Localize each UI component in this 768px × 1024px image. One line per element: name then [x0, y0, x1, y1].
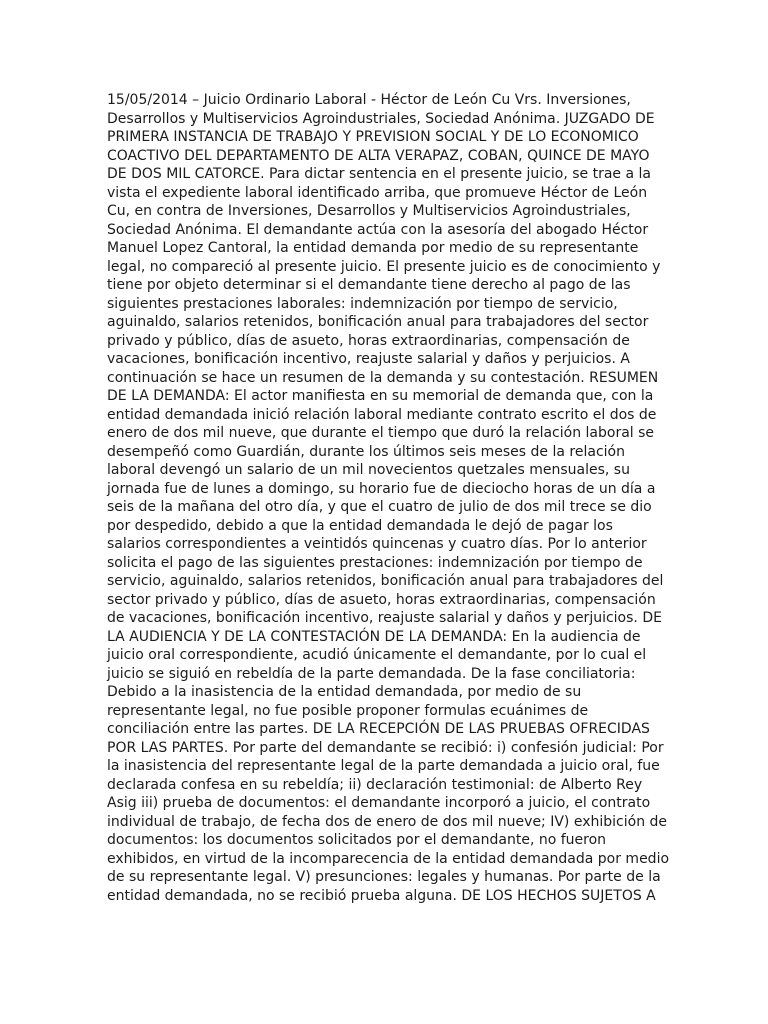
document-text-line: Debido a la inasistencia de la entidad demandada, por medio de su [107, 684, 582, 700]
document-text-line: Sociedad Anónima. El demandante actúa con la asesoría del abogado Héctor [107, 221, 649, 238]
document-text-line: entidad demandada, no se recibió prueba alguna. DE LOS HECHOS SUJETOS A [107, 887, 656, 904]
document-text-line: DE DOS MIL CATORCE. Para dictar sentencia en el presente juicio, se trae a la [107, 166, 651, 182]
document-text-line: tiene por objeto determinar si el demandante tiene derecho al pago de las [107, 277, 631, 293]
document-text-line: vista el expediente laboral identificado arriba, que promueve Héctor de León [107, 184, 648, 201]
document-text-line: representante legal, no fue posible proponer formulas ecuánimes de [107, 702, 589, 719]
document-text-line: la inasistencia del representante legal de la parte demandada a juicio oral, fue [107, 758, 660, 774]
document-text-line: juicio se siguió en rebeldía de la parte demandada. De la fase conciliatoria: [107, 665, 636, 682]
document-text-line: por despedido, debido a que la entidad demandada le dejó de pagar los [107, 517, 613, 534]
document-text-line: Cu, en contra de Inversiones, Desarrollos y Multiservicios Agroindustriales, [107, 203, 631, 219]
document-text-line: juicio oral correspondiente, acudió únicamente el demandante, por lo cual el [107, 647, 647, 663]
document-text-line: entidad demandada inició relación laboral mediante contrato escrito el dos de [107, 406, 657, 423]
document-text-line: enero de dos mil nueve, que durante el tiempo que duró la relación laboral se [107, 425, 655, 441]
document-text-line: privado y público, días de asueto, horas extraordinarias, compensación de [107, 332, 630, 349]
document-text-line: COACTIVO DEL DEPARTAMENTO DE ALTA VERAPAZ, COBAN, QUINCE DE MAYO [107, 147, 650, 164]
document-text-line: Manuel Lopez Cantoral, la entidad demanda por medio de su representante [107, 240, 639, 256]
document-text-line: aguinaldo, salarios retenidos, bonificación anual para trabajadores del sector [107, 314, 649, 330]
document-text-line: 15/05/2014 – Juicio Ordinario Laboral - Héctor de León Cu Vrs. Inversiones, [107, 92, 631, 108]
document-text-line: declarada confesa en su rebeldía; ii) declaración testimonial: de Alberto Rey [107, 776, 643, 793]
document-text-line: jornada fue de lunes a domingo, su horario fue de dieciocho horas de un día a [107, 480, 656, 497]
document-text-line: servicio, aguinaldo, salarios retenidos, bonificación anual para trabajadores del [107, 573, 664, 589]
document-text-line: de su representante legal. V) presunciones: legales y humanas. Por parte de la [107, 869, 661, 885]
document-text-line: Asig iii) prueba de documentos: el demandante incorporó a juicio, el contrato [107, 795, 651, 811]
document-body [107, 91, 670, 905]
document-text-line: conciliación entre las partes. DE LA RECEPCIÓN DE LAS PRUEBAS OFRECIDAS [107, 721, 650, 737]
document-text-line: legal, no compareció al presente juicio. El presente juicio es de conocimiento y [107, 258, 661, 275]
document-text-line: de vacaciones, bonificación incentivo, reajuste salarial y daños y perjuicios. DE [107, 610, 662, 626]
document-text-line: sector privado y público, días de asueto, horas extraordinarias, compensación [107, 591, 656, 608]
document-text-line: siguientes prestaciones laborales: indemnización por tiempo de servicio, [107, 295, 618, 312]
document-text-line: desempeñó como Guardián, durante los últimos seis meses de la relación [107, 443, 625, 460]
document-text-line: continuación se hace un resumen de la demanda y su contestación. RESUMEN [107, 369, 659, 386]
document-text-line: exhibidos, en virtud de la incomparecencia de la entidad demandada por medio [107, 850, 670, 867]
document-text-line: LA AUDIENCIA Y DE LA CONTESTACIÓN DE LA DEMANDA: En la audiencia de [107, 628, 641, 645]
document-text-line: solicita el pago de las siguientes prestaciones: indemnización por tiempo de [107, 554, 643, 571]
document-text-line: vacaciones, bonificación incentivo, reajuste salarial y daños y perjuicios. A [107, 351, 630, 367]
document-text-line: DE LA DEMANDA: El actor manifiesta en su memorial de demanda que, con la [107, 388, 654, 404]
document-text-line: Desarrollos y Multiservicios Agroindustriales, Sociedad Anónima. JUZGADO DE [107, 110, 655, 127]
document-text-line: documentos: los documentos solicitados por el demandante, no fueron [107, 832, 607, 848]
document-text-line: PRIMERA INSTANCIA DE TRABAJO Y PREVISION SOCIAL Y DE LO ECONOMICO [107, 129, 639, 145]
document-text-line: POR LAS PARTES. Por parte del demandante se recibió: i) confesión judicial: Por [107, 739, 664, 756]
document-text-line: laboral devengó un salario de un mil novecientos quetzales mensuales, su [107, 462, 630, 478]
document-text-line: seis de la mañana del otro día, y que el cuatro de julio de dos mil trece se dio [107, 499, 652, 515]
document-text-line: individual de trabajo, de fecha dos de enero de dos mil nueve; IV) exhibición de [107, 813, 668, 830]
document-text-line: salarios correspondientes a veintidós quincenas y cuatro días. Por lo anterior [107, 536, 647, 552]
